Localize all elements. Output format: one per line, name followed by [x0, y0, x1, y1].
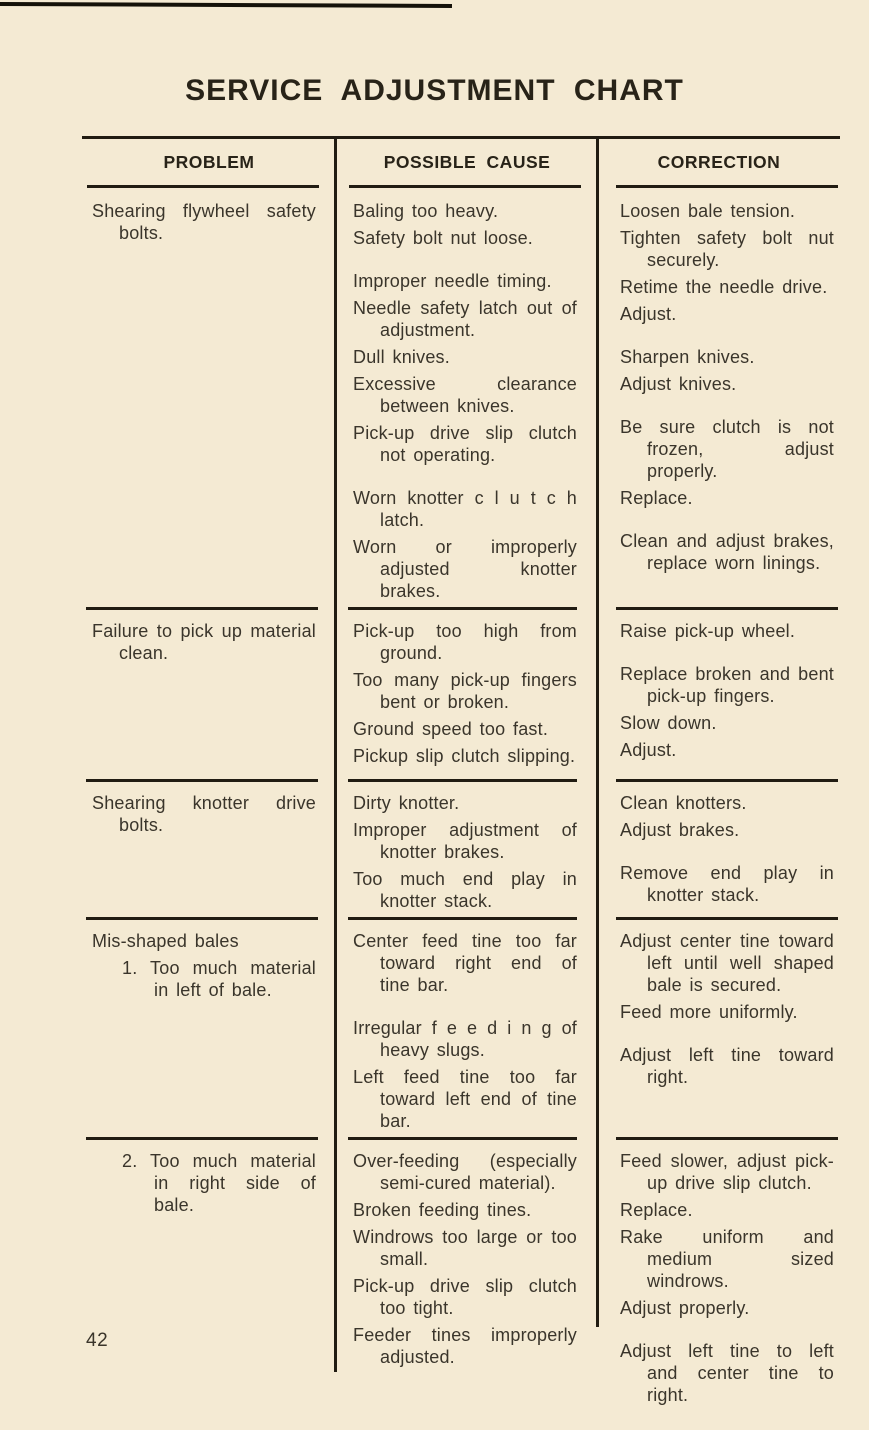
header-correction-label: CORRECTION — [657, 152, 781, 172]
cause-cell — [336, 607, 598, 779]
causes-item: Baling too heavy. — [353, 201, 499, 221]
corrections-item: Sharpen knives. — [620, 347, 755, 367]
table-row — [82, 917, 840, 1137]
causes-item: Too much end play in knotter stack. — [353, 869, 577, 911]
corrections-item: Adjust center tine toward left until well shaped bale is secured. — [620, 931, 834, 995]
causes-item: Worn knotter c l u t c h latch. — [353, 488, 577, 530]
correction-cell — [598, 607, 840, 779]
table-row — [82, 607, 840, 779]
page-number: 42 — [86, 1330, 109, 1351]
table-row — [82, 1137, 840, 1411]
table-row — [82, 188, 840, 607]
corrections-item: Clean knotters. — [620, 793, 747, 813]
causes-item: Needle safety latch out of adjustment. — [353, 298, 577, 340]
header-correction — [598, 139, 840, 188]
corrections-item: Replace. — [620, 1200, 693, 1220]
header-problem-label: PROBLEM — [163, 152, 255, 172]
corrections-item: Raise pick-up wheel. — [620, 621, 796, 641]
causes-item: Improper needle timing. — [353, 271, 552, 291]
causes-item: Windrows too large or too small. — [353, 1227, 577, 1269]
corrections-item: Adjust brakes. — [620, 820, 740, 840]
causes-item: Pick-up drive slip clutch too tight. — [353, 1276, 577, 1318]
causes-item: Safety bolt nut loose. — [353, 228, 534, 248]
corrections-item: Adjust left tine toward right. — [620, 1045, 834, 1087]
causes-item: Pickup slip clutch slipping. — [353, 746, 576, 766]
corrections-item: Be sure clutch is not frozen, adjust properly. — [620, 417, 834, 481]
header-possible-cause — [336, 139, 598, 188]
corrections-item: Adjust. — [620, 740, 677, 760]
problem-item: Mis-shaped bales — [92, 931, 239, 951]
causes-item: Improper adjustment of knotter brakes. — [353, 820, 577, 862]
problem-item: Shearing knotter drive bolts. — [92, 793, 316, 835]
causes-item: Irregular f e e d i n g of heavy slugs. — [353, 1018, 577, 1060]
causes-item: Over-feeding (especially semi-cured material). — [353, 1151, 577, 1193]
causes-item: Dull knives. — [353, 347, 450, 367]
problem-item: 2. Too much material in right side of bale. — [122, 1151, 316, 1215]
corrections-item: Adjust. — [620, 304, 677, 324]
corrections-item: Loosen bale tension. — [620, 201, 796, 221]
service-adjustment-table — [82, 136, 840, 1411]
causes-item: Ground speed too fast. — [353, 719, 549, 739]
problem-cell — [82, 1137, 336, 1411]
causes-item: Dirty knotter. — [353, 793, 460, 813]
causes-item: Feeder tines improperly adjusted. — [353, 1325, 577, 1367]
problem-cell — [82, 779, 336, 917]
problem-cell — [82, 917, 336, 1137]
page-title: SERVICE ADJUSTMENT CHART — [185, 74, 684, 107]
corrections-item: Rake uniform and medium sized windrows. — [620, 1227, 834, 1291]
correction-cell — [598, 917, 840, 1137]
corrections-item: Adjust left tine to left and center tine to right. — [620, 1341, 834, 1405]
cause-cell — [336, 779, 598, 917]
header-possible-cause-label: POSSIBLE CAUSE — [383, 152, 551, 172]
corrections-item: Feed slower, adjust pick-up drive slip clutch. — [620, 1151, 834, 1193]
corrections-item: Adjust properly. — [620, 1298, 750, 1318]
corrections-item: Remove end play in knotter stack. — [620, 863, 834, 905]
causes-item: Broken feeding tines. — [353, 1200, 532, 1220]
cause-cell — [336, 188, 598, 607]
causes-item: Too many pick-up fingers bent or broken. — [353, 670, 577, 712]
correction-cell — [598, 188, 840, 607]
correction-cell — [598, 779, 840, 917]
causes-item: Pick-up too high from ground. — [353, 621, 577, 663]
corrections-item: Replace. — [620, 488, 693, 508]
problem-item: 1. Too much material in left of bale. — [122, 958, 316, 1000]
problem-cell — [82, 607, 336, 779]
corrections-item: Adjust knives. — [620, 374, 737, 394]
corrections-item: Replace broken and bent pick-up fingers. — [620, 664, 834, 706]
causes-item: Worn or improperly adjusted knotter brakes. — [353, 537, 577, 601]
header-problem — [82, 139, 336, 188]
cause-cell — [336, 1137, 598, 1411]
causes-item: Pick-up drive slip clutch not operating. — [353, 423, 577, 465]
causes-item: Left feed tine too far toward left end of tine bar. — [353, 1067, 577, 1131]
table-row — [82, 779, 840, 917]
correction-cell — [598, 1137, 840, 1411]
corrections-item: Slow down. — [620, 713, 717, 733]
corrections-item: Retime the needle drive. — [620, 277, 828, 297]
corrections-item: Clean and adjust brakes, replace worn linings. — [620, 531, 834, 573]
causes-item: Center feed tine too far toward right end of tine bar. — [353, 931, 577, 995]
corrections-item: Feed more uniformly. — [620, 1002, 798, 1022]
table-header-row — [82, 139, 840, 188]
cause-cell — [336, 917, 598, 1137]
corrections-item: Tighten safety bolt nut securely. — [620, 228, 834, 270]
problem-item: Shearing flywheel safety bolts. — [92, 201, 316, 243]
problem-item: Failure to pick up material clean. — [92, 621, 316, 663]
scan-artifact-line — [0, 2, 452, 8]
problem-cell — [82, 188, 336, 607]
table-body — [82, 188, 840, 1411]
causes-item: Excessive clearance between knives. — [353, 374, 577, 416]
